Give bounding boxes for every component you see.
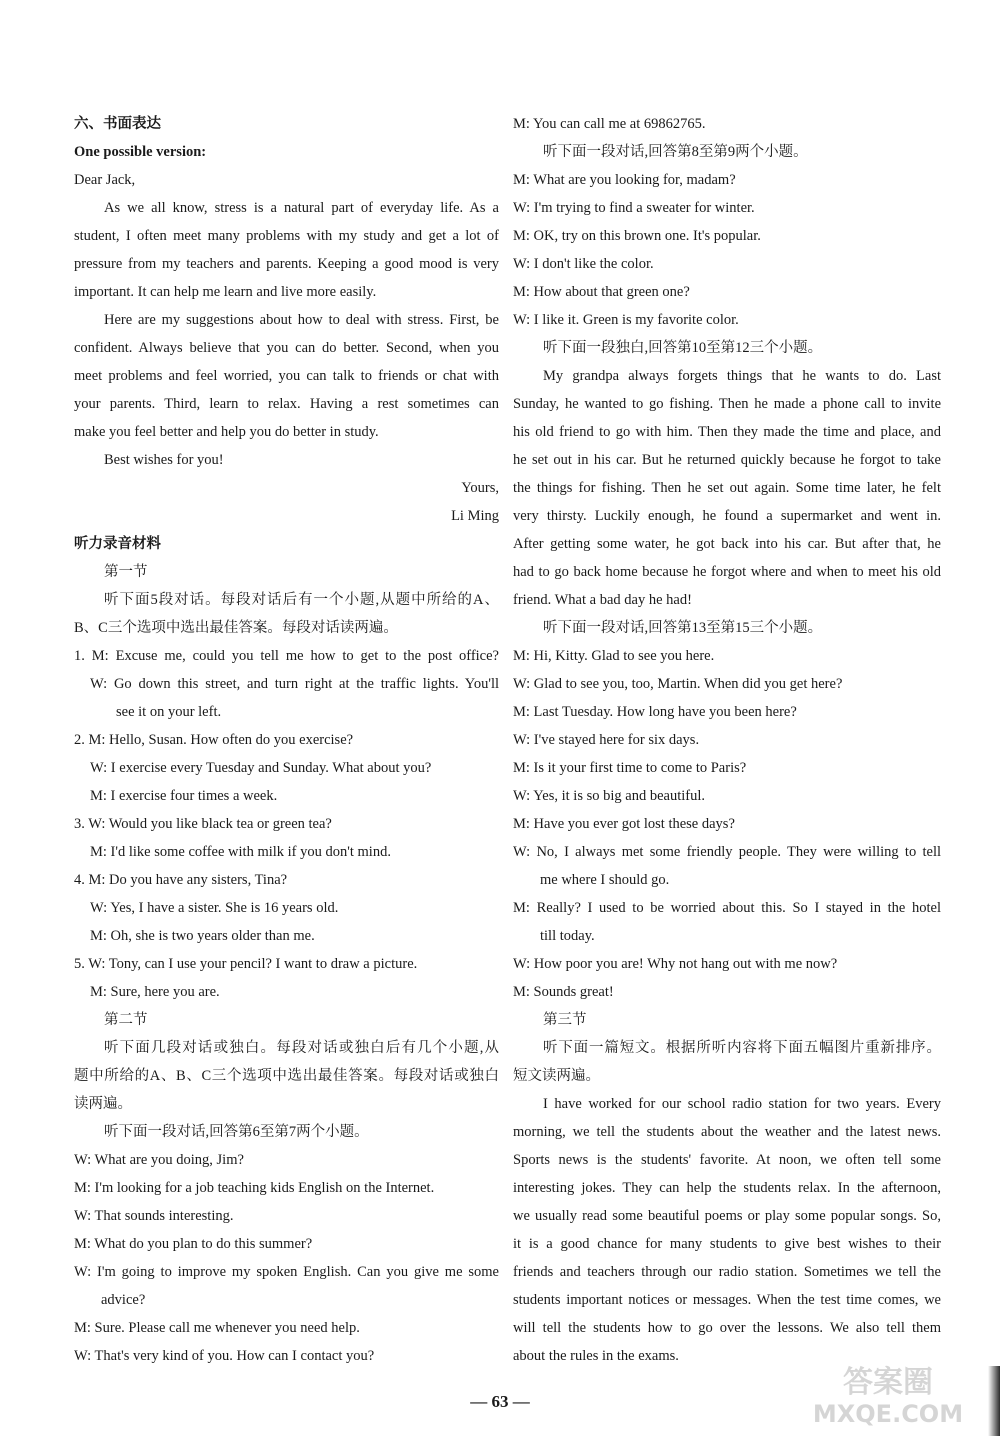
dialogue-line: W: I exercise every Tuesday and Sunday. What about you?: [90, 760, 432, 776]
dialogue-3: [74, 810, 499, 866]
dialogue-line: W: How poor you are! Why not hang out with me now?: [513, 956, 838, 972]
dialogue-line: M: Last Tuesday. How long have you been here?: [513, 704, 797, 720]
dialogue-line: M: I'd like some coffee with milk if you don't mind.: [90, 844, 391, 860]
text-line: morning, we tell the students about the weather and the latest news.: [513, 1124, 941, 1140]
section-3-label: 第三节: [543, 1012, 587, 1028]
dialogue-line: W: No, I always met some friendly people. They were willing to tell: [513, 844, 941, 860]
dialogue-4: [74, 866, 499, 950]
text-line: interesting jokes. They can help the students relax. In the afternoon,: [513, 1180, 941, 1196]
dialogue-line: W: That sounds interesting.: [74, 1208, 234, 1224]
conversation-q8: [513, 166, 941, 334]
text-line: very thirsty. Luckily enough, he found a supermarket and went in.: [513, 508, 941, 524]
text-line: students important notices or messages. When the test time comes, we: [513, 1292, 941, 1308]
text-line: student, I often meet many problems with my study and get a lot of: [74, 228, 499, 244]
text-line: about the rules in the exams.: [513, 1348, 679, 1364]
conversation-q6: [74, 1146, 499, 1370]
dialogue-line: W: I don't like the color.: [513, 256, 654, 272]
dialogue-line: M: I'm looking for a job teaching kids English on the Internet.: [74, 1180, 435, 1196]
text-line: your parents. Third, learn to relax. Having a rest sometimes can: [74, 396, 499, 412]
dialogue-line: M: How about that green one?: [513, 284, 690, 300]
text-line: the things for fishing. Then he set out again. Some time later, he felt: [513, 480, 941, 496]
text-line: 听下面几段对话或独白。每段对话或独白后有几个小题,从: [104, 1040, 499, 1056]
text-line: we usually read some beautiful poems or play some popular songs. So,: [513, 1208, 941, 1224]
text-line: I have worked for our school radio station for two years. Every: [543, 1096, 941, 1112]
dialogue-line: M: What do you plan to do this summer?: [74, 1236, 313, 1252]
right-column: [513, 110, 941, 1370]
dialogue-line: 3. W: Would you like black tea or green tea?: [74, 816, 332, 832]
section-2-instructions: [74, 1034, 499, 1118]
dialogue-line: M: Have you ever got lost these days?: [513, 816, 735, 832]
text-line: 读两遍。: [74, 1096, 132, 1112]
dialogue-line: M: Sure, here you are.: [90, 984, 220, 1000]
dialogue-line: 1. M: Excuse me, could you tell me how to get to the post office?: [74, 648, 499, 664]
letter-wishes: Best wishes for you!: [104, 452, 224, 468]
dialogue-line: W: That's very kind of you. How can I contact you?: [74, 1348, 375, 1364]
letter-paragraph-2: [74, 306, 499, 446]
section-1-label: 第一节: [104, 564, 148, 580]
dialogue-line: 5. W: Tony, can I use your pencil? I want to draw a picture.: [74, 956, 418, 972]
text-line: My grandpa always forgets things that he wants to do. Last: [543, 368, 941, 384]
text-line: it is a good chance for many students to give best wishes to their: [513, 1236, 941, 1252]
letter-closing: Yours,: [461, 480, 499, 496]
letter-paragraph-1: [74, 194, 499, 306]
text-line: friend. What a bad day he had!: [513, 592, 692, 608]
watermark-url: MXQE.COM: [812, 1400, 964, 1428]
dialogue-line: W: What are you doing, Jim?: [74, 1152, 244, 1168]
watermark-chinese: 答案圈: [843, 1365, 933, 1400]
text-line: 题中所给的A、B、C三个选项中选出最佳答案。每段对话或独白: [74, 1068, 499, 1084]
dialogue-line: M: I exercise four times a week.: [90, 788, 278, 804]
section-2-label: 第二节: [104, 1012, 148, 1028]
watermark-logo: [790, 1358, 986, 1428]
text-line: his old friend to go with him. Then they made the time and place, and: [513, 424, 941, 440]
dialogue-line: W: Yes, I have a sister. She is 16 years old.: [90, 900, 339, 916]
text-line: Sunday, he wanted to go fishing. Then he made a phone call to invite: [513, 396, 941, 412]
page-edge-shadow: [988, 1366, 1000, 1436]
dialogue-line: advice?: [101, 1292, 146, 1308]
dialogue-line: M: OK, try on this brown one. It's popular.: [513, 228, 761, 244]
text-line: B、C三个选项中选出最佳答案。每段对话读两遍。: [74, 620, 398, 636]
dialogue-line: M: Really? I used to be worried about this. So I stayed in the hotel: [513, 900, 941, 916]
page-number: — 63 —: [470, 1392, 530, 1411]
text-line: After getting some water, he got back into his car. But after that, he: [513, 536, 941, 552]
dialogue-line: M: Sounds great!: [513, 984, 614, 1000]
dialogue-line: 2. M: Hello, Susan. How often do you exercise?: [74, 732, 354, 748]
radio-passage: [513, 1090, 941, 1370]
dialogue-line: W: I've stayed here for six days.: [513, 732, 700, 748]
dialogue-line: W: Go down this street, and turn right at the traffic lights. You'll: [90, 676, 499, 692]
text-line: 听下面一篇短文。根据所听内容将下面五幅图片重新排序。: [543, 1040, 941, 1056]
text-line: make you feel better and help you do better in study.: [74, 424, 379, 440]
text-line: had to go back home because he forgot where and when to meet his old: [513, 564, 941, 580]
dialogue-line: M: Hi, Kitty. Glad to see you here.: [513, 648, 715, 664]
text-line: will tell the students how to go over the lessons. We also tell them: [513, 1320, 941, 1336]
left-column: [74, 110, 499, 1370]
dialogue-5: [74, 950, 499, 1006]
dialogue-line: W: Glad to see you, too, Martin. When did you get here?: [513, 676, 843, 692]
dialogue-1: [74, 642, 499, 726]
text-line: friends and teachers through our radio station. Sometimes we tell the: [513, 1264, 941, 1280]
text-line: pressure from my teachers and parents. Keeping a good mood is very: [74, 256, 499, 272]
q6-instructions: 听下面一段对话,回答第6至第7两个小题。: [104, 1124, 369, 1140]
dialogue-line: W: I'm going to improve my spoken English. Can you give me some: [74, 1264, 499, 1280]
letter-signature: Li Ming: [451, 508, 499, 524]
text-line: Sports news is the students' favorite. At noon, we often tell some: [513, 1152, 941, 1168]
monologue: [513, 362, 941, 614]
dialogue-line: M: Oh, she is two years older than me.: [90, 928, 315, 944]
section-3-instructions: [513, 1034, 941, 1090]
text-line: confident. Always believe that you can do better. Second, when you: [74, 340, 499, 356]
dialogue-line: M: What are you looking for, madam?: [513, 172, 736, 188]
listening-title: 听力录音材料: [74, 536, 161, 552]
text-line: important. It can help me learn and live more easily.: [74, 284, 377, 300]
dialogue-line: see it on your left.: [116, 704, 222, 720]
dialogue-2: [74, 726, 499, 810]
text-line: 短文读两遍。: [513, 1068, 600, 1084]
version-label: One possible version:: [74, 144, 207, 160]
dialogue-line: M: You can call me at 69862765.: [513, 116, 706, 132]
writing-section-heading: 六、书面表达: [74, 116, 161, 132]
section-1-instructions: [74, 586, 499, 642]
dialogue-line: M: Sure. Please call me whenever you need help.: [74, 1320, 360, 1336]
dialogue-line: M: Is it your first time to come to Paris?: [513, 760, 747, 776]
dialogue-line: me where I should go.: [540, 872, 670, 888]
text-line: 听下面5段对话。每段对话后有一个小题,从题中所给的A、: [104, 592, 499, 608]
letter-greeting: Dear Jack,: [74, 172, 136, 188]
dialogue-line: W: I'm trying to find a sweater for winter.: [513, 200, 755, 216]
q10-instructions: 听下面一段独白,回答第10至第12三个小题。: [543, 340, 823, 356]
q8-instructions: 听下面一段对话,回答第8至第9两个小题。: [543, 144, 808, 160]
dialogue-line: 4. M: Do you have any sisters, Tina?: [74, 872, 288, 888]
text-line: meet problems and feel worried, you can talk to friends or chat with: [74, 368, 499, 384]
conversation-q13: [513, 642, 941, 1006]
text-line: he set out in his car. But he returned quickly because he forgot to take: [513, 452, 941, 468]
text-line: As we all know, stress is a natural part of everyday life. As a: [104, 200, 499, 216]
text-line: Here are my suggestions about how to deal with stress. First, be: [104, 312, 499, 328]
dialogue-line: W: Yes, it is so big and beautiful.: [513, 788, 705, 804]
q13-instructions: 听下面一段对话,回答第13至第15三个小题。: [543, 620, 823, 636]
dialogue-line: W: I like it. Green is my favorite color.: [513, 312, 739, 328]
dialogue-line: till today.: [540, 928, 595, 944]
